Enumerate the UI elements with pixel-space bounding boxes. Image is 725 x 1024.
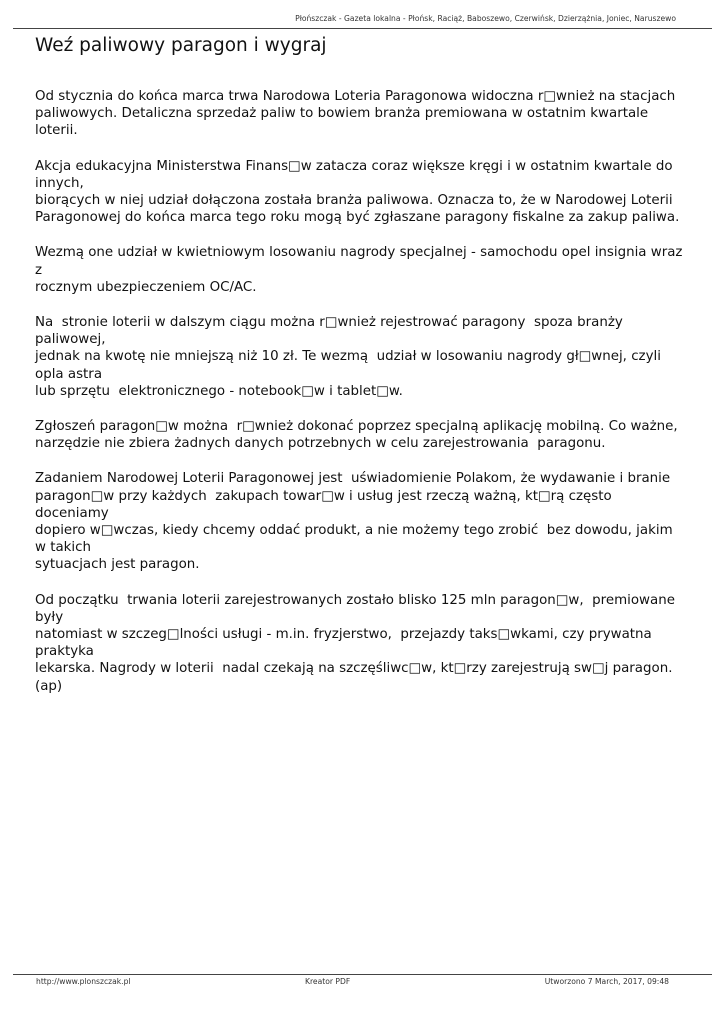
header-divider — [13, 28, 712, 29]
article-paragraph: Wezmą one udział w kwietniowym losowaniu nagrody specjalnej - samochodu opel insignia wraz z rocznym ubezpieczeniem OC/AC. — [35, 245, 683, 295]
footer-generator: Kreator PDF — [305, 977, 351, 986]
article-paragraph: Na stronie loterii w dalszym ciągu można r□wnież rejestrować paragony spoza branży paliwowej, jednak na kwotę nie mniejszą niż 10 zł. Te wezmą udział w losowaniu nagrody gł□wnej, czyli opla astra lub sprzętu elektronicznego - notebook□w i tablet□w. — [35, 315, 661, 399]
article-paragraph: Od początku trwania loterii zarejestrowanych zostało blisko 125 mln paragon□w, premiowane były natomiast w szczeg□lności usługi - m.in. fryzjerstwo, przejazdy taks□wkami, czy prywatna praktyka lekarska. Nagrody w loterii nadal czekają na szczęśliwc□w, kt□rzy zarejestrują sw□j paragon. (ap) — [35, 592, 675, 694]
footer-url: http://www.plonszczak.pl — [36, 977, 131, 986]
header-site-title: Płońszczak - Gazeta lokalna - Płońsk, Raciąż, Baboszewo, Czerwińsk, Dzierzążnia, Joniec, Naruszewo — [295, 14, 676, 23]
footer-created-date: Utworzono 7 March, 2017, 09:48 — [544, 977, 669, 986]
page-header — [0, 0, 725, 30]
article-paragraph: Od stycznia do końca marca trwa Narodowa Loteria Paragonowa widoczna r□wnież na stacjach paliwowych. Detaliczna sprzedaż paliw to bowiem branża premiowana w ostatnim kwartale loterii. — [35, 89, 676, 139]
article-title: Weź paliwowy paragon i wygraj — [35, 35, 327, 56]
article-paragraph: Zgłoszeń paragon□w można r□wnież dokonać poprzez specjalną aplikację mobilną. Co ważne, narzędzie nie zbiera żadnych danych potrzebnych w celu zarejestrowania paragonu. — [35, 419, 678, 452]
article-paragraph: Akcja edukacyjna Ministerstwa Finans□w zatacza coraz większe kręgi i w ostatnim kwartale do innych, biorących w niej udział dołączona została branża paliwowa. Oznacza to, że w Narodowej Loterii Paragonowej do końca marca tego roku mogą być zgłaszane paragony fiskalne za zakup paliwa. — [35, 158, 680, 226]
footer-divider — [13, 974, 712, 975]
article-paragraph: Zadaniem Narodowej Loterii Paragonowej jest uświadomienie Polakom, że wydawanie i branie paragon□w przy każdych zakupach towar□w i usług jest rzeczą ważną, kt□rą często doceniamy dopiero w□wczas, kiedy chcemy oddać produkt, a nie możemy tego zrobić bez dowodu, jakim w takich sytuacjach jest paragon. — [35, 471, 673, 573]
article-body — [35, 88, 687, 713]
